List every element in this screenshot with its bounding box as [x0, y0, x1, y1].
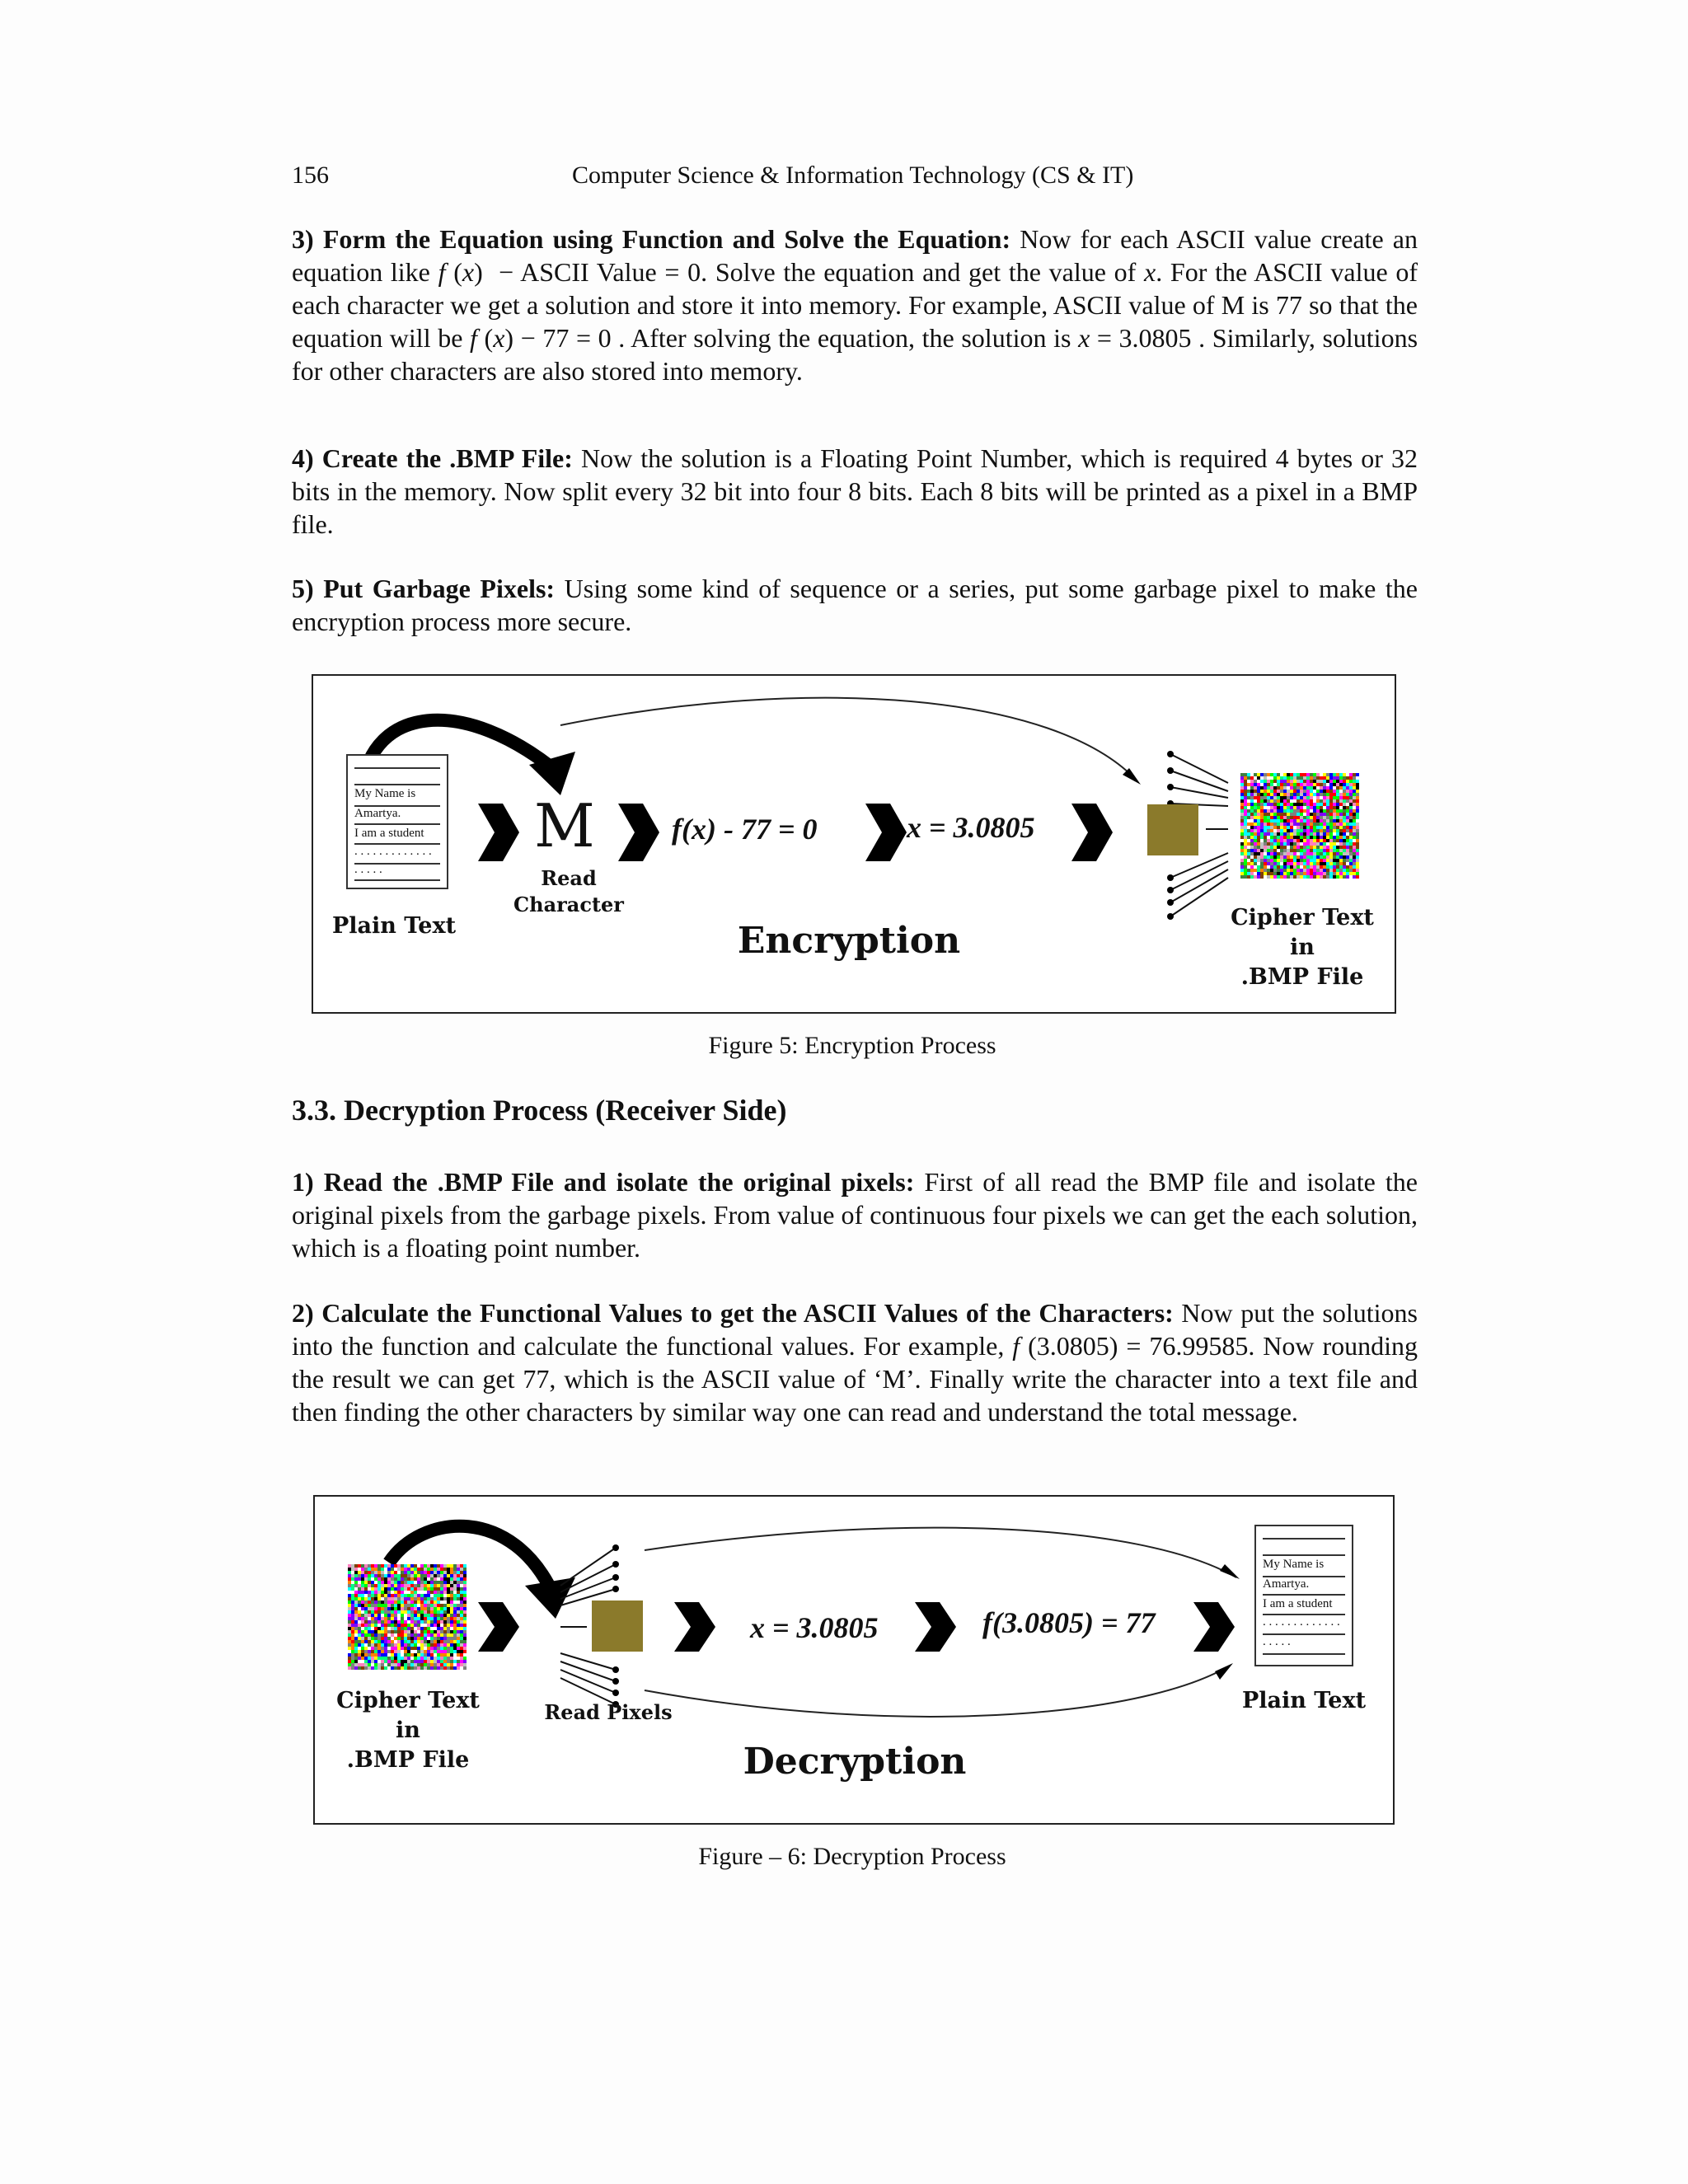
chevron-icon [915, 1602, 956, 1652]
equation-fx: f(x) - 77 = 0 [672, 813, 818, 846]
step-5-heading: 5) Put Garbage Pixels: [292, 574, 556, 603]
dec-step-2-heading: 2) Calculate the Functional Values to get the ASCII Values of the Characters: [292, 1298, 1174, 1328]
figure-6-title: Decryption [743, 1741, 967, 1783]
doc-line-text: . . . . . . . . . . . . . [1263, 1615, 1340, 1629]
read-character-label [511, 865, 626, 918]
section-title: 3.3. Decryption Process (Receiver Side) [292, 1094, 787, 1127]
step-3-heading: 3) Form the Equation using Function and Solve the Equation: [292, 224, 1011, 254]
doc-line-text: My Name is [354, 787, 416, 800]
step-5-paragraph [292, 572, 1418, 638]
upper-arc-head [1220, 1564, 1240, 1579]
plain-text-label: Plain Text [1241, 1688, 1367, 1713]
step-3-paragraph [292, 223, 1418, 387]
chevron-icon [478, 804, 519, 861]
curved-arrow-head [525, 1577, 575, 1619]
lower-arc [645, 1666, 1230, 1717]
doc-line-text: Amartya. [354, 807, 401, 820]
doc-line-text: I am a student [354, 827, 424, 840]
dec-step-2-paragraph [292, 1296, 1418, 1428]
cipher-text-label [1220, 903, 1385, 992]
upper-arc [645, 1528, 1236, 1577]
cipher-text-label [321, 1686, 495, 1775]
figure-5-caption: Figure 5: Encryption Process [708, 1032, 996, 1059]
step-5-text: Using some kind of sequence or a series, put some garbage pixel to make the encryption process more secure. [292, 574, 1418, 636]
plain-text-document-icon [346, 754, 448, 889]
character-label: Character [513, 893, 624, 916]
cipher-label-line2: .BMP File [1240, 964, 1364, 990]
lower-arc-head [1215, 1663, 1233, 1680]
figure-6-caption: Figure – 6: Decryption Process [698, 1843, 1006, 1870]
step-3-text: Now for each ASCII value create an equation like f (x) − ASCII Value = 0. Solve the equation and get the value of x. For the ASCII value of each character we get a solution and store it into memory. For example, ASCII value of M is 77 so that the equation will be f (x) − 77 = 0 . After solving the equation, the solution is x = 3.0805 . Similarly, solutions for other characters are also stored into memory. [292, 224, 1418, 386]
chevron-icon [618, 804, 659, 861]
thin-arc [560, 698, 1137, 781]
step-4-heading: 4) Create the .BMP File: [292, 443, 573, 473]
read-char-letter: M [534, 791, 595, 860]
cipher-bmp-image [1240, 773, 1359, 879]
step-4-paragraph [292, 442, 1418, 541]
cipher-label-line2: .BMP File [346, 1747, 470, 1773]
chevron-icon [478, 1602, 519, 1652]
doc-line-text: I am a student [1263, 1597, 1333, 1610]
pixel-block [1147, 804, 1198, 855]
figure-5-title: Encryption [737, 920, 961, 962]
chevron-icon [1193, 1602, 1235, 1652]
running-title: Computer Science & Information Technology (CS & IT) [572, 162, 1134, 189]
cipher-bmp-image [348, 1564, 467, 1670]
read-pixels-label: Read Pixels [544, 1700, 673, 1724]
equation-f: f(3.0805) = 77 [982, 1606, 1156, 1639]
figure-6-decryption [313, 1495, 1395, 1825]
chevron-icon [674, 1602, 715, 1652]
doc-line-text: . . . . . [354, 863, 382, 876]
chevron-icon [865, 804, 907, 861]
equation-x: x = 3.0805 [907, 811, 1035, 844]
plain-text-label: Plain Text [331, 913, 457, 939]
figure-5-encryption [312, 674, 1396, 1014]
dec-step-1-paragraph [292, 1165, 1418, 1264]
dec-step-1-text: First of all read the BMP file and isolate the original pixels from the garbage pixels. From value of continuous four pixels we can get the each solution, which is a floating point number. [292, 1167, 1418, 1263]
doc-line-text: My Name is [1263, 1558, 1325, 1571]
cipher-label-line1: Cipher Text in [336, 1688, 480, 1743]
plain-text-document-icon [1254, 1525, 1353, 1666]
step-4-text: Now the solution is a Floating Point Number, which is required 4 bytes or 32 bits in the memory. Now split every 32 bit into four 8 bits. Each 8 bits will be printed as a pixel in a BMP file. [292, 443, 1418, 539]
doc-line-text: . . . . . . . . . . . . . [354, 845, 432, 858]
read-label: Read [541, 866, 597, 890]
doc-line-text: . . . . . [1263, 1635, 1291, 1648]
page-number: 156 [292, 162, 329, 189]
dec-step-1-heading: 1) Read the .BMP File and isolate the original pixels: [292, 1167, 915, 1197]
cipher-label-line1: Cipher Text in [1231, 905, 1374, 960]
equation-x: x = 3.0805 [750, 1611, 879, 1644]
dec-step-2-text: Now put the solutions into the function and calculate the functional values. For example, f (3.0805) = 76.99585. Now rounding the result we can get 77, which is the ASCII value of ‘M’. Finally write the character into a text file and then finding the other characters by similar way one can read and understand the total message. [292, 1298, 1418, 1427]
chevron-icon [1071, 804, 1113, 861]
pixel-block [592, 1601, 643, 1652]
doc-line-text: Amartya. [1263, 1577, 1310, 1591]
